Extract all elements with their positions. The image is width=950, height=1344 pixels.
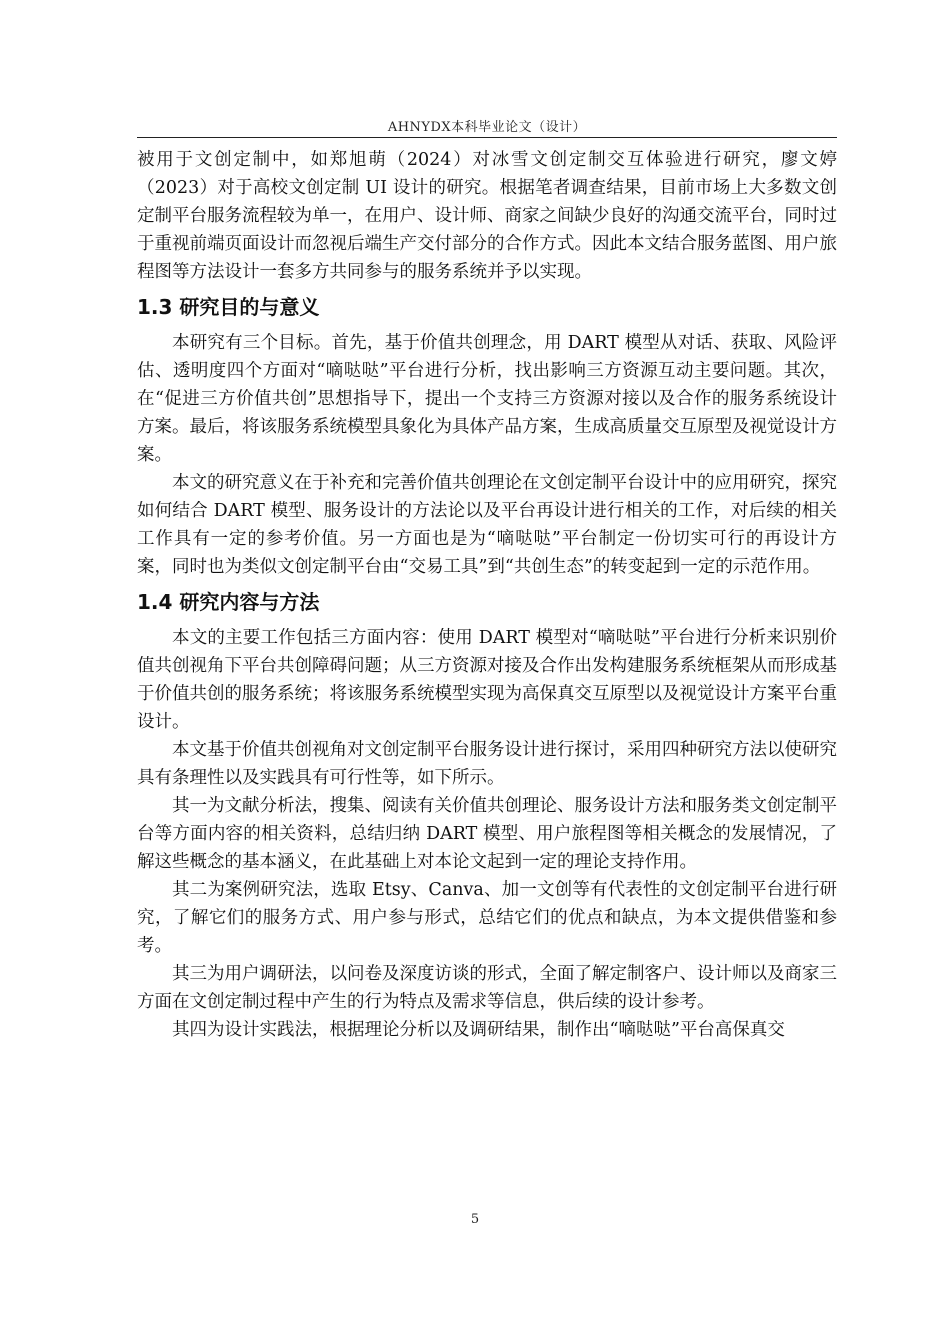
paragraph-continuation: 被用于文创定制中，如郑旭萌（2024）对冰雪文创定制交互体验进行研究，廖文婷（2023）对于高校文创定制 UI 设计的研究。根据笔者调查结果，目前市场上大多数文创定制平台服务流程较为单一，在用户、设计师、商家之间缺少良好的沟通交流平台，同时过于重视前端页面设计而忽视后端生产交付部分的合作方式。因此本文结合服务蓝图、用户旅程图等方法设计一套多方共同参与的服务系统并予以实现。 bbox=[137, 150, 837, 282]
paragraph-method-design-practice: 其四为设计实践法，根据理论分析以及调研结果，制作出“嘀哒哒”平台高保真交 bbox=[172, 1020, 785, 1040]
running-header: AHNYDX本科毕业论文（设计） bbox=[387, 120, 587, 135]
section-heading-1-4: 1.4 研究内容与方法 bbox=[137, 590, 320, 614]
header-rule bbox=[137, 137, 837, 138]
paragraph-methods-intro: 本文基于价值共创视角对文创定制平台服务设计进行探讨，采用四种研究方法以使研究具有条理性以及实践具有可行性等，如下所示。 bbox=[137, 740, 837, 788]
paragraph-method-case-study: 其二为案例研究法，选取 Etsy、Canva、加一文创等有代表性的文创定制平台进行研究，了解它们的服务方式、用户参与形式，总结它们的优点和缺点，为本文提供借鉴和参考。 bbox=[137, 880, 837, 956]
paragraph-main-work: 本文的主要工作包括三方面内容：使用 DART 模型对“嘀哒哒”平台进行分析来识别价值共创视角下平台共创障碍问题；从三方资源对接及合作出发构建服务系统框架从而形成基于价值共创的服务系统；将该服务系统模型实现为高保真交互原型以及视觉设计方案平台重设计。 bbox=[137, 628, 837, 732]
paragraph-method-literature: 其一为文献分析法，搜集、阅读有关价值共创理论、服务设计方法和服务类文创定制平台等方面内容的相关资料，总结归纳 DART 模型、用户旅程图等相关概念的发展情况，了解这些概念的基本涵义，在此基础上对本论文起到一定的理论支持作用。 bbox=[137, 796, 837, 872]
section-heading-1-3: 1.3 研究目的与意义 bbox=[137, 295, 320, 319]
paragraph-research-significance: 本文的研究意义在于补充和完善价值共创理论在文创定制平台设计中的应用研究，探究如何结合 DART 模型、服务设计的方法论以及平台再设计进行相关的工作，对后续的相关工作具有一定的参考价值。另一方面也是为“嘀哒哒”平台制定一份切实可行的再设计方案，同时也为类似文创定制平台由“交易工具”到“共创生态”的转变起到一定的示范作用。 bbox=[137, 473, 837, 577]
paragraph-research-goals: 本研究有三个目标。首先，基于价值共创理念，用 DART 模型从对话、获取、风险评估、透明度四个方面对“嘀哒哒”平台进行分析，找出影响三方资源互动主要问题。其次，在“促进三方价值共创”思想指导下，提出一个支持三方资源对接以及合作的服务系统设计方案。最后，将该服务系统模型具象化为具体产品方案，生成高质量交互原型及视觉设计方案。 bbox=[137, 333, 837, 465]
page-number: 5 bbox=[470, 1212, 480, 1227]
paragraph-method-user-research: 其三为用户调研法，以问卷及深度访谈的形式，全面了解定制客户、设计师以及商家三方面在文创定制过程中产生的行为特点及需求等信息，供后续的设计参考。 bbox=[137, 964, 837, 1012]
page-body bbox=[137, 146, 837, 1044]
